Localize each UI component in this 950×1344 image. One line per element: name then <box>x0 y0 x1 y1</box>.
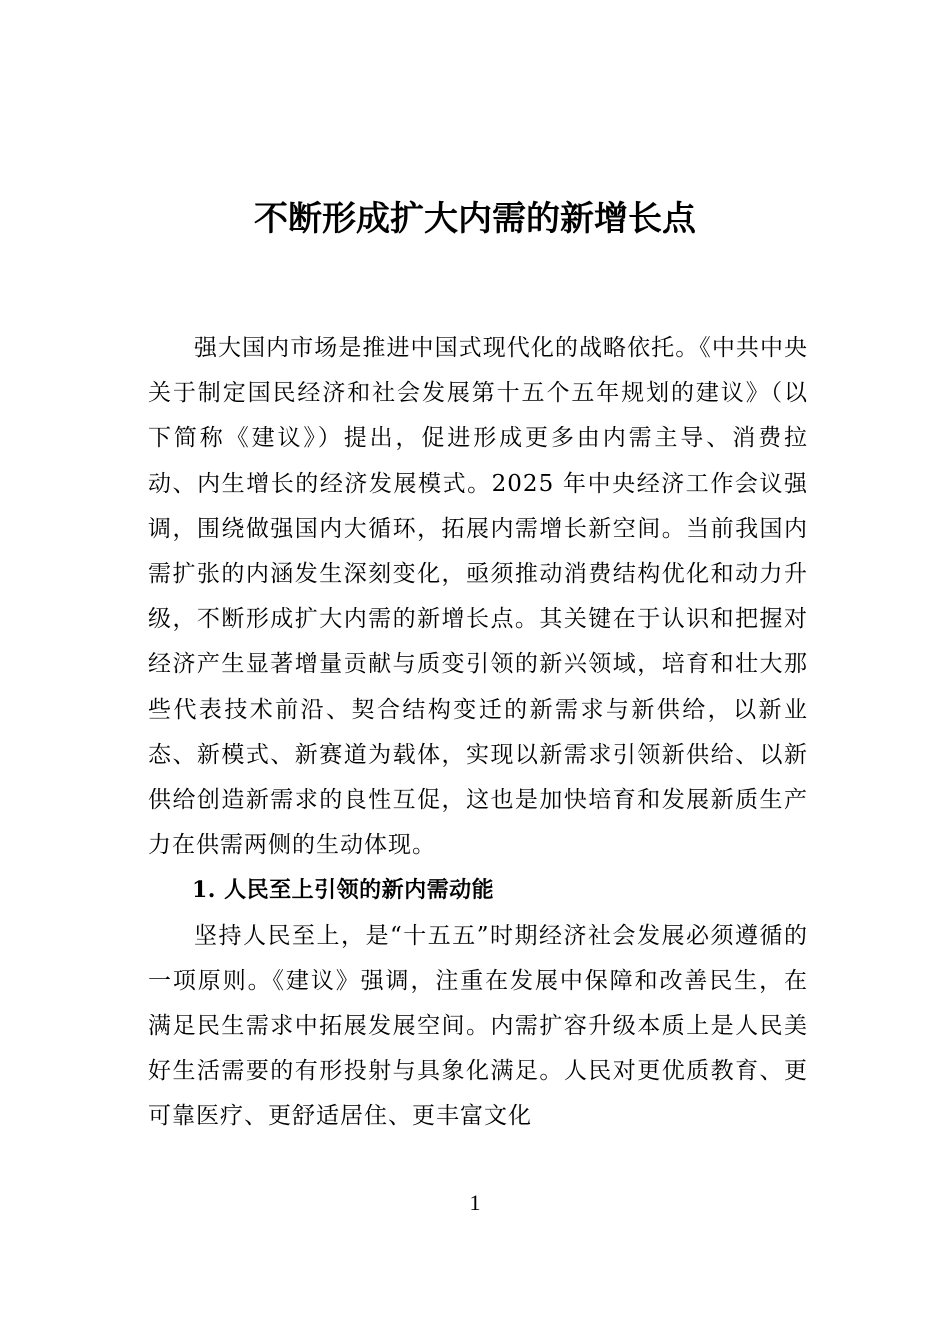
document-body <box>148 326 808 1140</box>
document-title: 不断形成扩大内需的新增长点 <box>254 199 696 239</box>
section-heading: 1. 人民至上引领的新内需动能 <box>192 877 495 904</box>
page-number: 1 <box>469 1190 481 1215</box>
section-paragraph: 坚持人民至上，是“十五五”时期经济社会发展必须遵循的一项原则。《建议》强调，注重在发展中保障和改善民生，在满足民生需求中拓展发展空间。内需扩容升级本质上是人民美好生活需要的有形投射与具象化满足。人民对更优质教育、更可靠医疗、更舒适居住、更丰富文化 <box>148 922 808 1130</box>
intro-paragraph: 强大国内市场是推进中国式现代化的战略依托。《中共中央关于制定国民经济和社会发展第十五个五年规划的建议》（以下简称《建议》）提出，促进形成更多由内需主导、消费拉动、内生增长的经济发展模式。2025 年中央经济工作会议强调，围绕做强国内大循环，拓展内需增长新空间。当前我国内需扩张的内涵发生深刻变化，亟须推动消费结构优化和动力升级，不断形成扩大内需的新增长点。其关键在于认识和把握对经济产生显著增量贡献与质变引领的新兴领域，培育和壮大那些代表技术前沿、契合结构变迁的新需求与新供给，以新业态、新模式、新赛道为载体，实现以新需求引领新供给、以新供给创造新需求的良性互促，这也是加快培育和发展新质生产力在供需两侧的生动体现。 <box>148 335 808 859</box>
